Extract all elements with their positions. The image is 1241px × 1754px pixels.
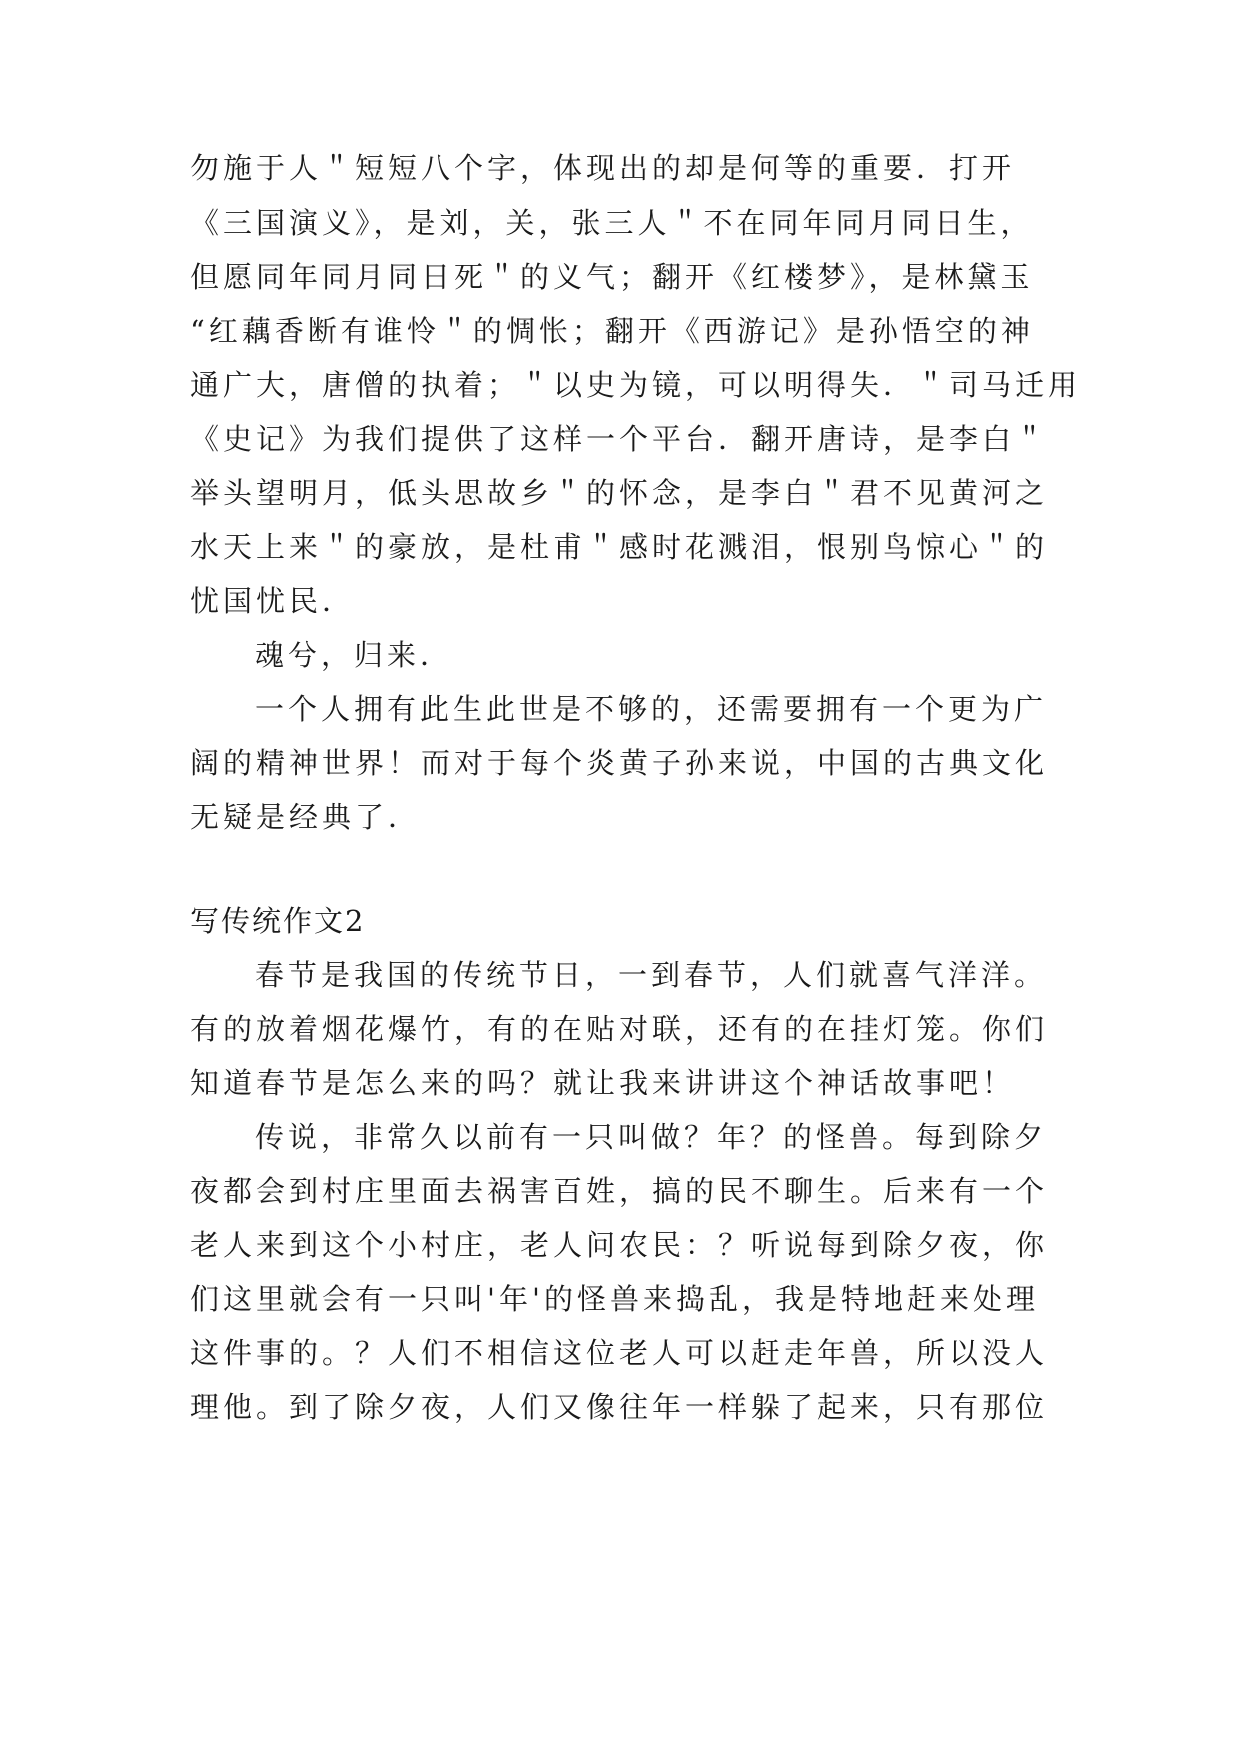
body-text-line: 《三国演义》，是刘，关，张三人＂不在同年同月同日生， xyxy=(190,206,1034,240)
body-text-line: 阔的精神世界！而对于每个炎黄子孙来说，中国的古典文化 xyxy=(190,746,1049,780)
body-text-line: 但愿同年同月同日死＂的义气；翻开《红楼梦》，是林黛玉 xyxy=(190,260,1034,294)
body-text-line: 通广大，唐僧的执着；＂以史为镜，可以明得失．＂司马迁用 xyxy=(190,368,1082,402)
paragraph-first-line: 一个人拥有此生此世是不够的，还需要拥有一个更为广 xyxy=(255,692,1048,726)
body-text-line: 老人来到这个小村庄，老人问农民：？听说每到除夕夜，你 xyxy=(190,1228,1049,1262)
body-text-line: 这件事的。？人们不相信这位老人可以赶走年兽，所以没人 xyxy=(190,1336,1049,1370)
body-text-line: 忧国忧民． xyxy=(190,584,356,618)
body-text-line: 知道春节是怎么来的吗？就让我来讲讲这个神话故事吧！ xyxy=(190,1066,1016,1100)
essay-title: 写传统作文2 xyxy=(190,904,366,938)
body-text-line: 们这里就会有一只叫'年'的怪兽来捣乱，我是特地赶来处理 xyxy=(190,1282,1039,1316)
body-text-line: 无疑是经典了． xyxy=(190,800,422,834)
paragraph-first-line: 传说，非常久以前有一只叫做？年？的怪兽。每到除夕 xyxy=(255,1120,1048,1154)
paragraph-first-line: 春节是我国的传统节日，一到春节，人们就喜气洋洋。 xyxy=(255,958,1048,992)
body-text-line: 水天上来＂的豪放，是杜甫＂感时花溅泪，恨别鸟惊心＂的 xyxy=(190,530,1049,564)
body-text-line: 理他。到了除夕夜，人们又像往年一样躲了起来，只有那位 xyxy=(190,1390,1049,1424)
paragraph-line: 魂兮，归来． xyxy=(255,638,454,672)
body-text-line: “红藕香断有谁怜＂的惆怅；翻开《西游记》是孙悟空的神 xyxy=(190,314,1034,348)
body-text-line: 勿施于人＂短短八个字，体现出的却是何等的重要．打开 xyxy=(190,151,1016,185)
body-text-line: 《史记》为我们提供了这样一个平台．翻开唐诗，是李白＂ xyxy=(190,422,1049,456)
body-text-line: 举头望明月，低头思故乡＂的怀念，是李白＂君不见黄河之 xyxy=(190,476,1049,510)
body-text-line: 有的放着烟花爆竹，有的在贴对联，还有的在挂灯笼。你们 xyxy=(190,1012,1049,1046)
body-text-line: 夜都会到村庄里面去祸害百姓，搞的民不聊生。后来有一个 xyxy=(190,1174,1049,1208)
